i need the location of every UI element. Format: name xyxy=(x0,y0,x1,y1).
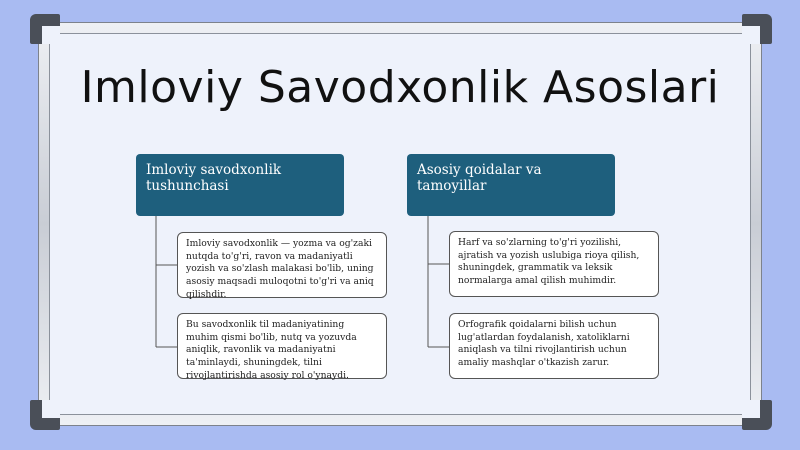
right-tree-connector xyxy=(422,216,452,348)
frame-corner-bottom-left xyxy=(30,400,60,430)
page-title: Imloviy Savodxonlik Asoslari xyxy=(80,62,720,113)
right-card-1: Harf va so'zlarning to'g'ri yozilishi, ajratish va yozish uslubiga rioya qilish, shuningdek, grammatik va leksik normalarga amal qilish muhimdir. xyxy=(449,231,659,297)
frame-corner-top-left xyxy=(30,14,60,44)
left-card-1: Imloviy savodxonlik — yozma va og'zaki nutqda to'g'ri, ravon va madaniyatli yozish va so'zlash malakasi bo'lib, uning asosiy maqsadi muloqotni to'g'ri va aniq qilishdir. xyxy=(177,232,387,298)
right-column-heading: Asosiy qoidalar va tamoyillar xyxy=(407,154,615,216)
left-tree-connector xyxy=(150,216,180,348)
frame-corner-top-right xyxy=(742,14,772,44)
left-card-2: Bu savodxonlik til madaniyatining muhim qismi bo'lib, nutq va yozuvda aniqlik, ravonlik va madaniyatni ta'minlaydi, shuningdek, tilni rivojlantirishda asosiy rol o'ynaydi. xyxy=(177,313,387,379)
left-column-heading: Imloviy savodxonlik tushunchasi xyxy=(136,154,344,216)
frame-corner-bottom-right xyxy=(742,400,772,430)
right-card-2: Orfografik qoidalarni bilish uchun lug'atlardan foydalanish, xatoliklarni aniqlash va tilni rivojlantirish uchun amaliy mashqlar o'tkazish zarur. xyxy=(449,313,659,379)
